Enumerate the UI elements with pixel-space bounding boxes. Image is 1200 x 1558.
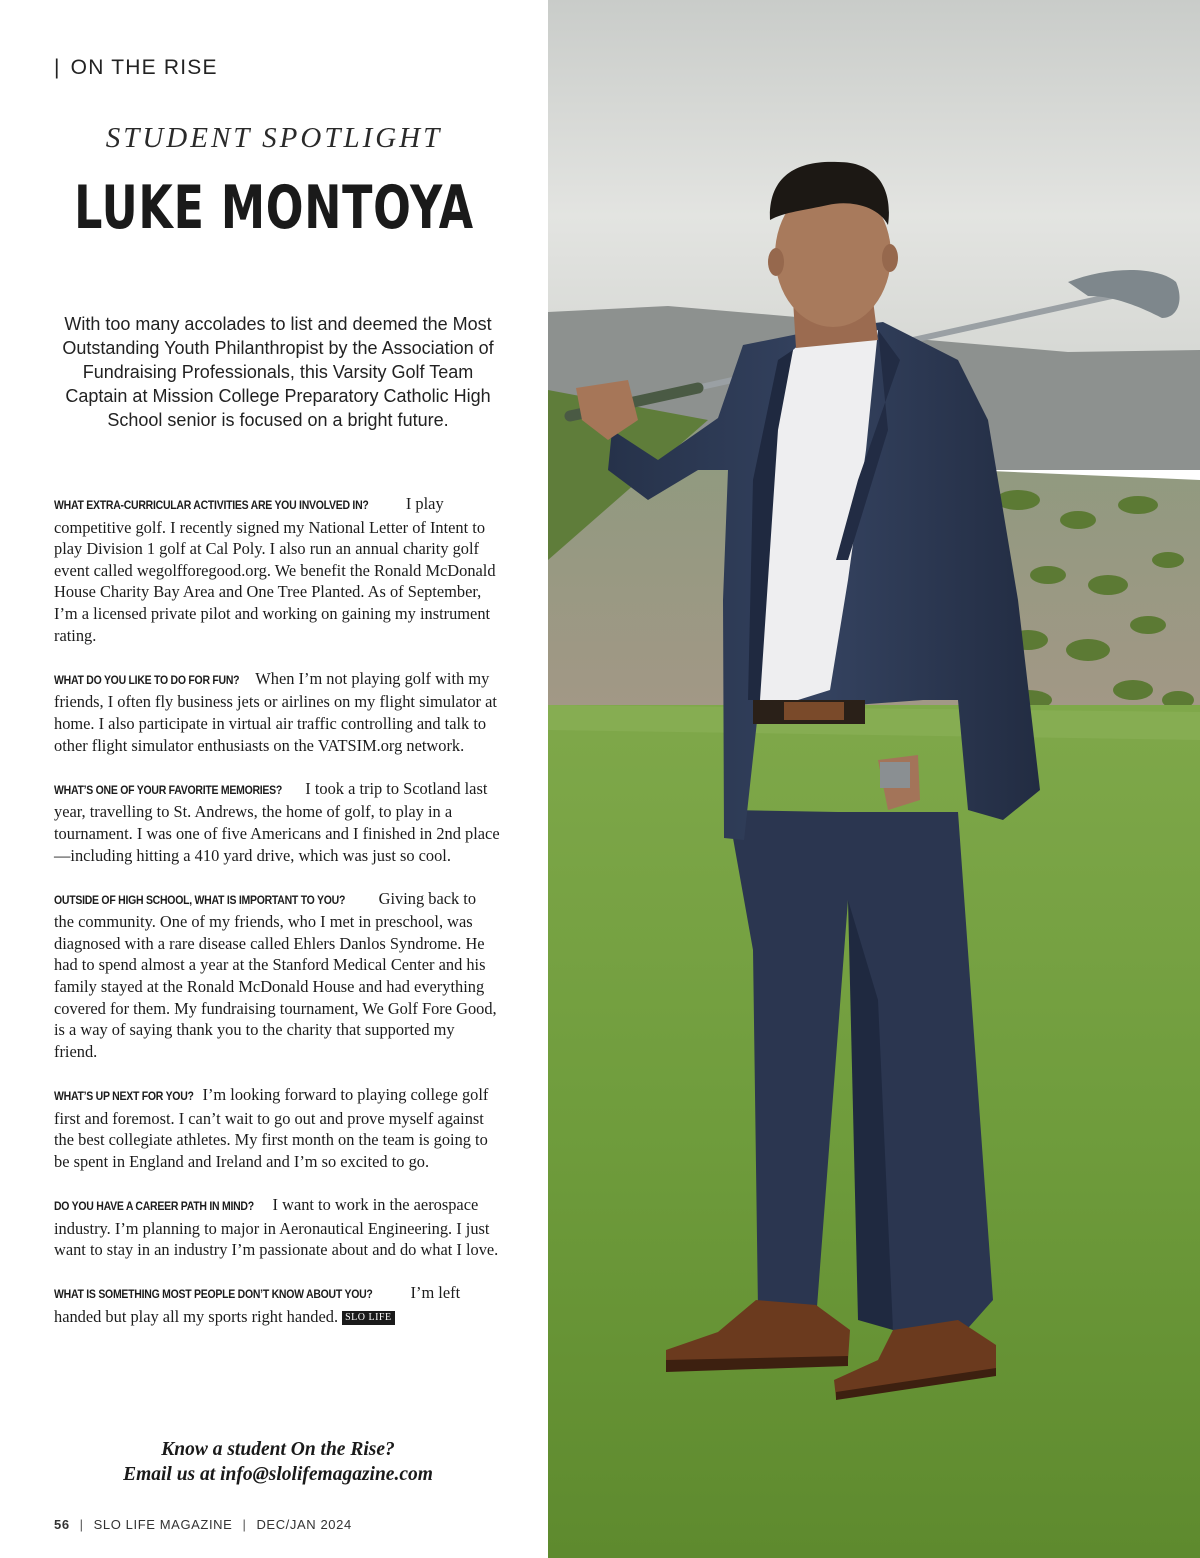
qa-answer: I play competitive golf. I recently signed my National Letter of Intent to play Division 1 golf at Cal Poly. I also run an annual charity golf event called wegolfforegood.org. We benefit the Ronald McDonald House Charity Bay Area and One Tree Planted. As of September, I’m a licensed private pilot and working on gaining my instrument rating. [54, 494, 496, 645]
portrait-photo [548, 0, 1200, 1558]
section-divider: | [54, 56, 61, 79]
qa-question: WHAT DO YOU LIKE TO DO FOR FUN? [54, 672, 240, 687]
qa-question: WHAT’S ONE OF YOUR FAVORITE MEMORIES? [54, 782, 283, 797]
qa-item [54, 1194, 500, 1261]
qa-question: OUTSIDE OF HIGH SCHOOL, WHAT IS IMPORTANT TO YOU? [54, 892, 346, 907]
qa-answer: I took a trip to Scotland last year, travelling to St. Andrews, the home of golf, to play in a tournament. I was one of five Americans and I finished in 2nd place—including hitting a 410 yard drive, which was just so cool. [54, 778, 500, 865]
page-footer [54, 1517, 352, 1532]
issue-date: DEC/JAN 2024 [256, 1517, 352, 1532]
article-text-column [0, 0, 548, 1558]
qa-item [54, 668, 500, 756]
qa-item [54, 1084, 500, 1172]
qa-answer: When I’m not playing golf with my friends, I often fly business jets or airlines on my flight simulator at home. I also participate in virtual air traffic controlling and talk to other flight simulator enthusiasts on the VATSIM.org network. [54, 668, 497, 755]
qa-answer: Giving back to the community. One of my friends, who I met in preschool, was diagnosed with a rare disease called Ehlers Danlos Syndrome. He had to spend almost a year at the Stanford Medical Center and his family stayed at the Ronald McDonald House and had everything covered for them. My fundraising tournament, We Golf Fore Good, is a way of saying thank you to the charity that supported my friend. [54, 888, 497, 1061]
qa-answer: I’m left handed but play all my sports right handed. [54, 1283, 461, 1326]
qa-item [54, 493, 500, 646]
call-to-action [0, 1437, 556, 1487]
qa-list [54, 493, 500, 1349]
slo-life-end-badge: SLO LIFE [342, 1311, 395, 1325]
magazine-name: SLO LIFE MAGAZINE [93, 1517, 233, 1532]
section-label: ON THE RISE [70, 56, 218, 79]
qa-question: WHAT’S UP NEXT FOR YOU? [54, 1089, 194, 1104]
qa-question: DO YOU HAVE A CAREER PATH IN MIND? [54, 1199, 254, 1213]
spotlight-kicker: STUDENT SPOTLIGHT [105, 122, 443, 154]
intro-deck: With too many accolades to list and deemed the Most Outstanding Youth Philanthropist by the Association of Fundraising Professionals, this Varsity Golf Team Captain at Mission College Preparatory Catholic High School senior is focused on a bright future. [62, 314, 494, 430]
footer-divider: | [79, 1517, 84, 1532]
qa-item [54, 778, 500, 866]
qa-answer: I want to work in the aerospace industry. I’m planning to major in Aeronautical Engineering. I just want to stay in an industry I’m passionate about and do what I love. [54, 1195, 499, 1260]
qa-item [54, 888, 500, 1063]
qa-answer: I’m looking forward to playing college golf first and foremost. I can’t wait to go out and prove myself against the best collegiate athletes. My first month on the team is going to be spent in England and Ireland and I’m so excited to go. [54, 1085, 489, 1171]
student-name-headline: LUKE MONTOYA [74, 173, 474, 243]
qa-item [54, 1282, 500, 1327]
qa-question: WHAT EXTRA-CURRICULAR ACTIVITIES ARE YOU INVOLVED IN? [54, 498, 369, 512]
section-tag [54, 56, 218, 80]
footer-divider: | [242, 1517, 247, 1532]
qa-question: WHAT IS SOMETHING MOST PEOPLE DON’T KNOW ABOUT YOU? [54, 1287, 373, 1302]
cta-line-1: Know a student On the Rise? [161, 1439, 395, 1460]
cta-email-line: Email us at info@slolifemagazine.com [123, 1464, 433, 1485]
page-number: 56 [54, 1517, 70, 1532]
